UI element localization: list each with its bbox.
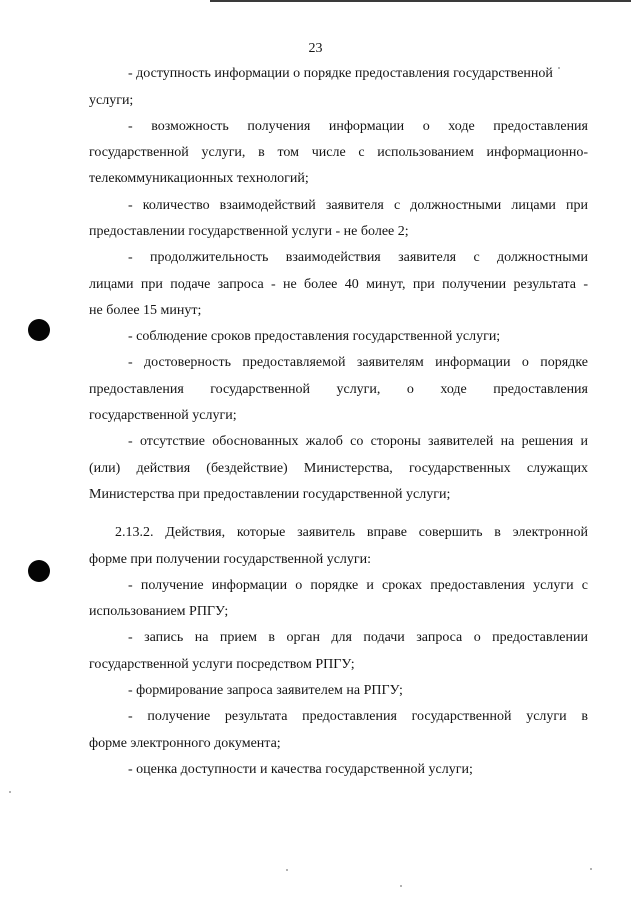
text-line: - достоверность предоставляемой заявителям информации о порядке (128, 355, 588, 370)
text-line: государственной услуги, в том числе с использованием информационно- (89, 145, 588, 160)
text-line: использованием РПГУ; (89, 604, 229, 619)
top-edge-rule (210, 0, 631, 2)
text-line: - запись на прием в орган для подачи запроса о предоставлении (128, 630, 588, 645)
text-line: - соблюдение сроков предоставления государственной услуги; (128, 329, 501, 344)
scan-speck (590, 868, 592, 870)
page-number: 23 (308, 41, 323, 56)
text-line: телекоммуникационных технологий; (89, 171, 309, 186)
text-line: - получение результата предоставления государственной услуги в (128, 709, 588, 724)
text-line: - формирование запроса заявителем на РПГУ; (128, 683, 403, 698)
text-line: форме при получении государственной услуги: (89, 552, 372, 567)
scan-speck (558, 67, 560, 69)
scan-speck (400, 885, 402, 887)
text-line: - возможность получения информации о ходе предоставления (128, 119, 588, 134)
scan-speck (9, 791, 11, 793)
text-line: - продолжительность взаимодействия заявителя с должностными (128, 250, 588, 265)
text-line: предоставлении государственной услуги - не более 2; (89, 224, 409, 239)
text-line: - оценка доступности и качества государственной услуги; (128, 762, 473, 777)
text-line: - отсутствие обоснованных жалоб со стороны заявителей на решения и (128, 434, 588, 449)
text-line: - количество взаимодействий заявителя с должностными лицами при (128, 198, 588, 213)
text-line: Министерства при предоставлении государственной услуги; (89, 487, 451, 502)
punch-hole (28, 560, 50, 582)
text-line: - доступность информации о порядке предоставления государственной (128, 66, 553, 81)
text-line: форме электронного документа; (89, 736, 281, 751)
section-heading-line: 2.13.2. Действия, которые заявитель вправе совершить в электронной (115, 525, 588, 540)
text-line: (или) действия (бездействие) Министерства, государственных служащих (89, 461, 588, 476)
punch-hole (28, 319, 50, 341)
text-line: не более 15 минут; (89, 303, 202, 318)
scan-speck (286, 869, 288, 871)
text-line: государственной услуги; (89, 408, 237, 423)
text-line: - получение информации о порядке и сроках предоставления услуги с (128, 578, 588, 593)
text-line: услуги; (89, 93, 134, 108)
text-line: государственной услуги посредством РПГУ; (89, 657, 355, 672)
text-line: предоставления государственной услуги, о ходе предоставления (89, 382, 588, 397)
text-line: лицами при подаче запроса - не более 40 минут, при получении результата - (89, 277, 588, 292)
